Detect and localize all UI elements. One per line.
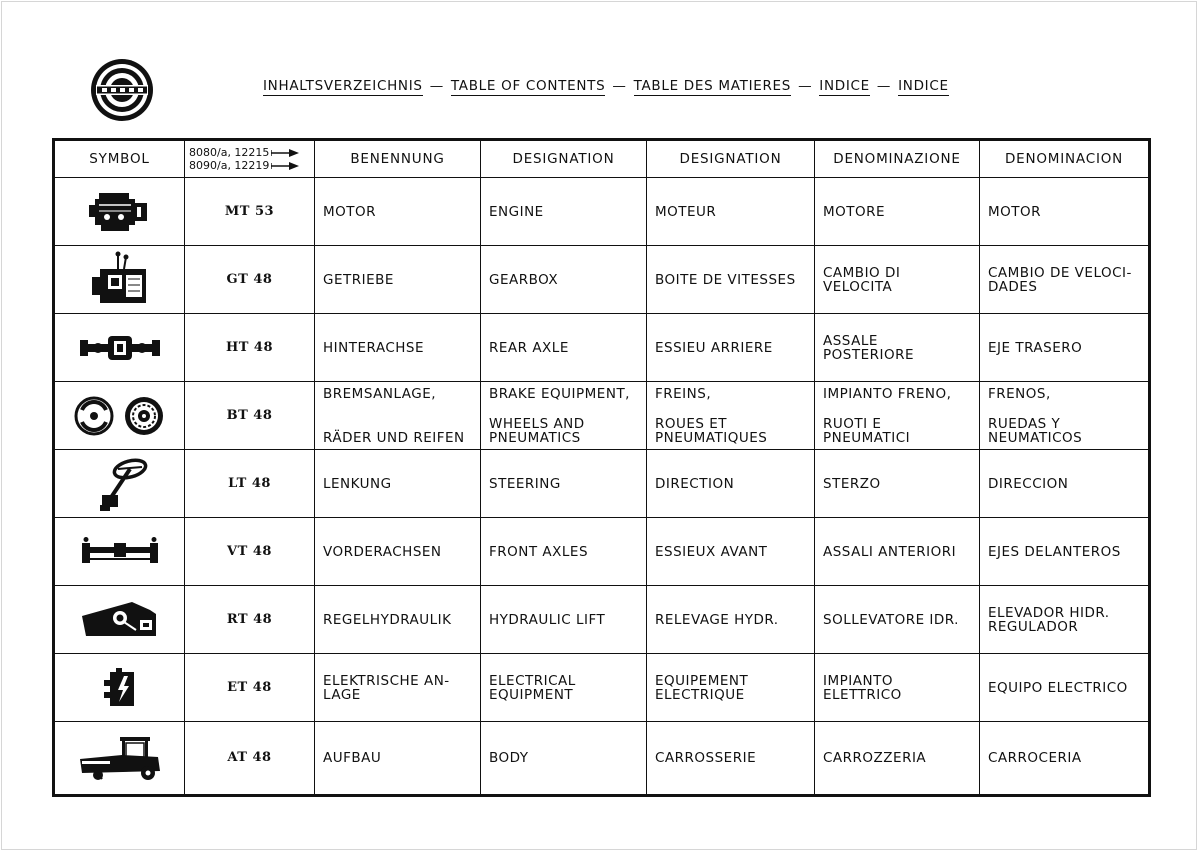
cell-en: HYDRAULIC LIFT [481,586,647,654]
cell-it: ASSALE POSTERIORE [815,314,980,382]
cell-de: BREMSANLAGE, RÄDER UND REIFEN [315,382,481,450]
page-heading [263,77,949,96]
cell-it: ASSALI ANTERIORI [815,518,980,586]
front-axle-icon [80,537,160,567]
section-code[interactable]: VT 48 [185,518,315,586]
table-row[interactable] [54,586,1150,654]
cell-de: HINTERACHSE [315,314,481,382]
cell-en: REAR AXLE [481,314,647,382]
heading-de: INHALTSVERZEICHNIS [263,78,423,94]
table-row[interactable] [54,450,1150,518]
tractor-body-icon [78,735,162,781]
cell-es: CAMBIO DE VELOCI- DADES [980,246,1150,314]
heading-fr: TABLE DES MATIERES [633,78,792,94]
table-row[interactable] [54,246,1150,314]
cell-de: REGELHYDRAULIK [315,586,481,654]
engine-icon [87,189,153,235]
steyr-logo [90,58,154,122]
section-code[interactable]: GT 48 [185,246,315,314]
steering-wheel-icon [90,455,150,513]
cell-fr: FREINS, ROUES ET PNEUMATIQUES [647,382,815,450]
rear-axle-icon [78,332,162,364]
cell-de: MOTOR [315,178,481,246]
cell-de: AUFBAU [315,722,481,796]
cell-es: FRENOS, RUEDAS Y NEUMATICOS [980,382,1150,450]
model-number-1: 8080/a, 12215 [189,146,270,159]
cell-es: EQUIPO ELECTRICO [980,654,1150,722]
cell-en: ELECTRICAL EQUIPMENT [481,654,647,722]
cell-en: BODY [481,722,647,796]
model-number-2: 8090/a, 12219 [189,159,270,172]
cell-en: STEERING [481,450,647,518]
heading-en: TABLE OF CONTENTS [450,78,606,94]
electrical-icon [100,666,140,710]
cell-es: CARROCERIA [980,722,1150,796]
cell-it: STERZO [815,450,980,518]
cell-de: LENKUNG [315,450,481,518]
heading-separator: — [429,78,444,94]
brake-wheel-icon [72,394,168,438]
cell-en: GEARBOX [481,246,647,314]
cell-fr: ESSIEUX AVANT [647,518,815,586]
cell-es: EJES DELANTEROS [980,518,1150,586]
cell-fr: RELEVAGE HYDR. [647,586,815,654]
table-header-row [54,140,1150,178]
cell-de: GETRIEBE [315,246,481,314]
cell-fr: MOTEUR [647,178,815,246]
cell-de: VORDERACHSEN [315,518,481,586]
cell-fr: ESSIEU ARRIERE [647,314,815,382]
cell-it: IMPIANTO FRENO, RUOTI E PNEUMATICI [815,382,980,450]
table-row[interactable] [54,382,1150,450]
col-header-model [185,140,315,178]
col-header-denominazione: DENOMINAZIONE [815,140,980,178]
contents-table [52,138,1151,797]
section-code[interactable]: ET 48 [185,654,315,722]
table-row[interactable] [54,722,1150,796]
heading-separator: — [798,78,813,94]
arrow-right-icon [271,149,299,157]
hydraulic-lift-icon [80,600,160,640]
cell-es: ELEVADOR HIDR. REGULADOR [980,586,1150,654]
cell-es: DIRECCION [980,450,1150,518]
gearbox-icon [88,251,152,309]
cell-it: CAMBIO DI VELOCITA [815,246,980,314]
col-header-designation-en: DESIGNATION [481,140,647,178]
section-code[interactable]: AT 48 [185,722,315,796]
cell-fr: CARROSSERIE [647,722,815,796]
cell-es: EJE TRASERO [980,314,1150,382]
heading-it: INDICE [819,78,870,94]
cell-it: CARROZZERIA [815,722,980,796]
cell-it: SOLLEVATORE IDR. [815,586,980,654]
table-row[interactable] [54,654,1150,722]
col-header-denominacion: DENOMINACION [980,140,1150,178]
cell-en: ENGINE [481,178,647,246]
col-header-symbol: SYMBOL [54,140,185,178]
cell-it: MOTORE [815,178,980,246]
section-code[interactable]: MT 53 [185,178,315,246]
section-code[interactable]: LT 48 [185,450,315,518]
cell-en: FRONT AXLES [481,518,647,586]
col-header-designation-fr: DESIGNATION [647,140,815,178]
table-row[interactable] [54,314,1150,382]
heading-separator: — [612,78,627,94]
table-row[interactable] [54,178,1150,246]
cell-en: BRAKE EQUIPMENT, WHEELS AND PNEUMATICS [481,382,647,450]
arrow-right-icon [271,162,299,170]
cell-de: ELEKTRISCHE AN- LAGE [315,654,481,722]
cell-fr: BOITE DE VITESSES [647,246,815,314]
section-code[interactable]: BT 48 [185,382,315,450]
table-row[interactable] [54,518,1150,586]
cell-fr: DIRECTION [647,450,815,518]
section-code[interactable]: HT 48 [185,314,315,382]
cell-fr: EQUIPEMENT ELECTRIQUE [647,654,815,722]
section-code[interactable]: RT 48 [185,586,315,654]
heading-separator: — [876,78,892,94]
heading-es: INDICE [898,78,949,94]
cell-es: MOTOR [980,178,1150,246]
col-header-benennung: BENENNUNG [315,140,481,178]
cell-it: IMPIANTO ELETTRICO [815,654,980,722]
